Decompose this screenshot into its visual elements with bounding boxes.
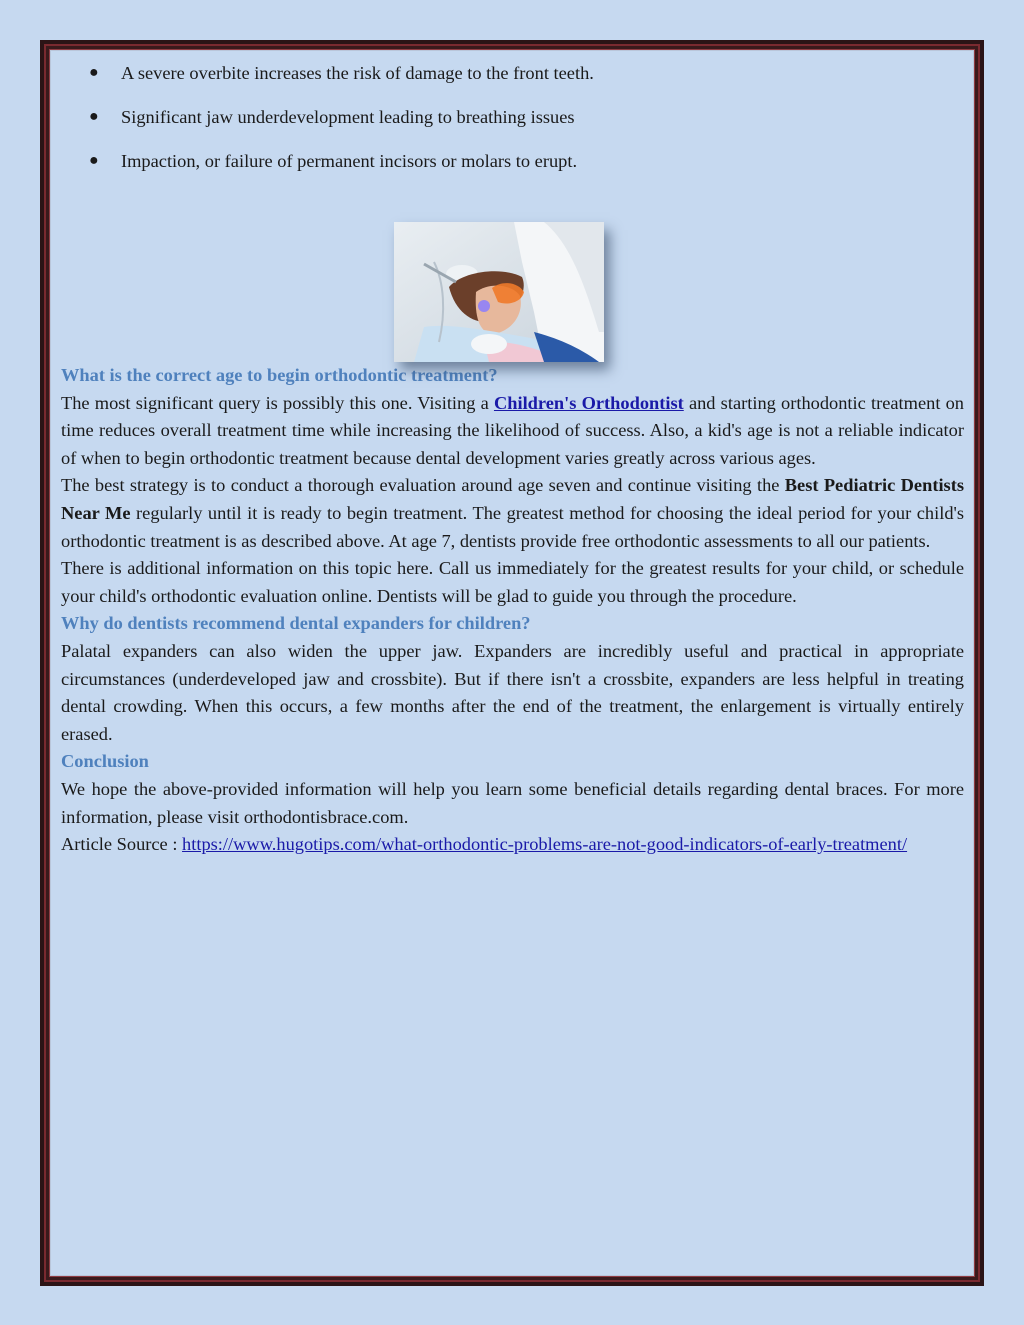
list-item — [61, 102, 964, 146]
best-dentists-keyword: Best Pediatric Dentists Near Me — [61, 475, 964, 523]
childrens-orthodontist-link[interactable]: Children's Orthodontist — [493, 392, 684, 413]
paragraph-best-strategy: The best strategy is to conduct a thorough evaluation around age seven and continue visiting the Best Pediatric Dentists Near Me regularly until it is ready to begin treatment. The greatest method for choosing the ideal period for your child's orthodontic treatment is as described above. At age 7, dentists provide free orthodontic assessments to all our patients. — [61, 475, 964, 551]
bullet-list — [61, 58, 964, 190]
list-item — [61, 58, 964, 102]
dentist-treatment-image — [394, 222, 604, 362]
section-heading-expanders: Why do dentists recommend dental expanders for children? — [61, 613, 531, 634]
section-heading-conclusion: Conclusion — [61, 751, 149, 772]
bullet-text: Impaction, or failure of permanent incisors or molars to erupt. — [121, 151, 578, 171]
list-item — [61, 146, 964, 190]
article-source: Article Source : https://www.hugotips.com/what-orthodontic-problems-are-not-good-indicators-of-early-treatment/ — [61, 834, 908, 855]
dental-photo — [394, 222, 604, 362]
section-heading-age: What is the correct age to begin orthodontic treatment? — [61, 365, 498, 385]
paragraph-additional-info: There is additional information on this topic here. Call us immediately for the greatest results for your child, or schedule your child's orthodontic evaluation online. Dentists will be glad to guide you through the procedure. — [61, 558, 964, 606]
bullet-text: Significant jaw underdevelopment leading to breathing issues — [121, 107, 575, 127]
document-body — [61, 58, 964, 859]
paragraph-expanders: Palatal expanders can also widen the upper jaw. Expanders are incredibly useful and practical in appropriate circumstances (underdeveloped jaw and crossbite). But if there isn't a crossbite, expanders are less helpful in treating dental crowding. When this occurs, a few months after the end of the treatment, the enlargement is virtually entirely erased. — [61, 640, 964, 744]
bullet-icon: ● — [89, 108, 99, 125]
bullet-icon: ● — [89, 152, 99, 169]
article-source-link[interactable]: https://www.hugotips.com/what-orthodontic-problems-are-not-good-indicators-of-early-treatment/ — [182, 834, 908, 855]
paragraph-conclusion: We hope the above-provided information will help you learn some beneficial details regarding dental braces. For more information, please visit orthodontisbrace.com. — [61, 778, 964, 827]
paragraph-age-intro: The most significant query is possibly this one. Visiting a Children's Orthodontist and starting orthodontic treatment on time reduces overall treatment time while increasing the likelihood of success. Also, a kid's age is not a reliable indicator of when to begin orthodontic treatment because dental development varies greatly across various ages. — [61, 392, 964, 468]
bullet-text: A severe overbite increases the risk of damage to the front teeth. — [121, 63, 594, 83]
bullet-icon: ● — [89, 64, 99, 81]
